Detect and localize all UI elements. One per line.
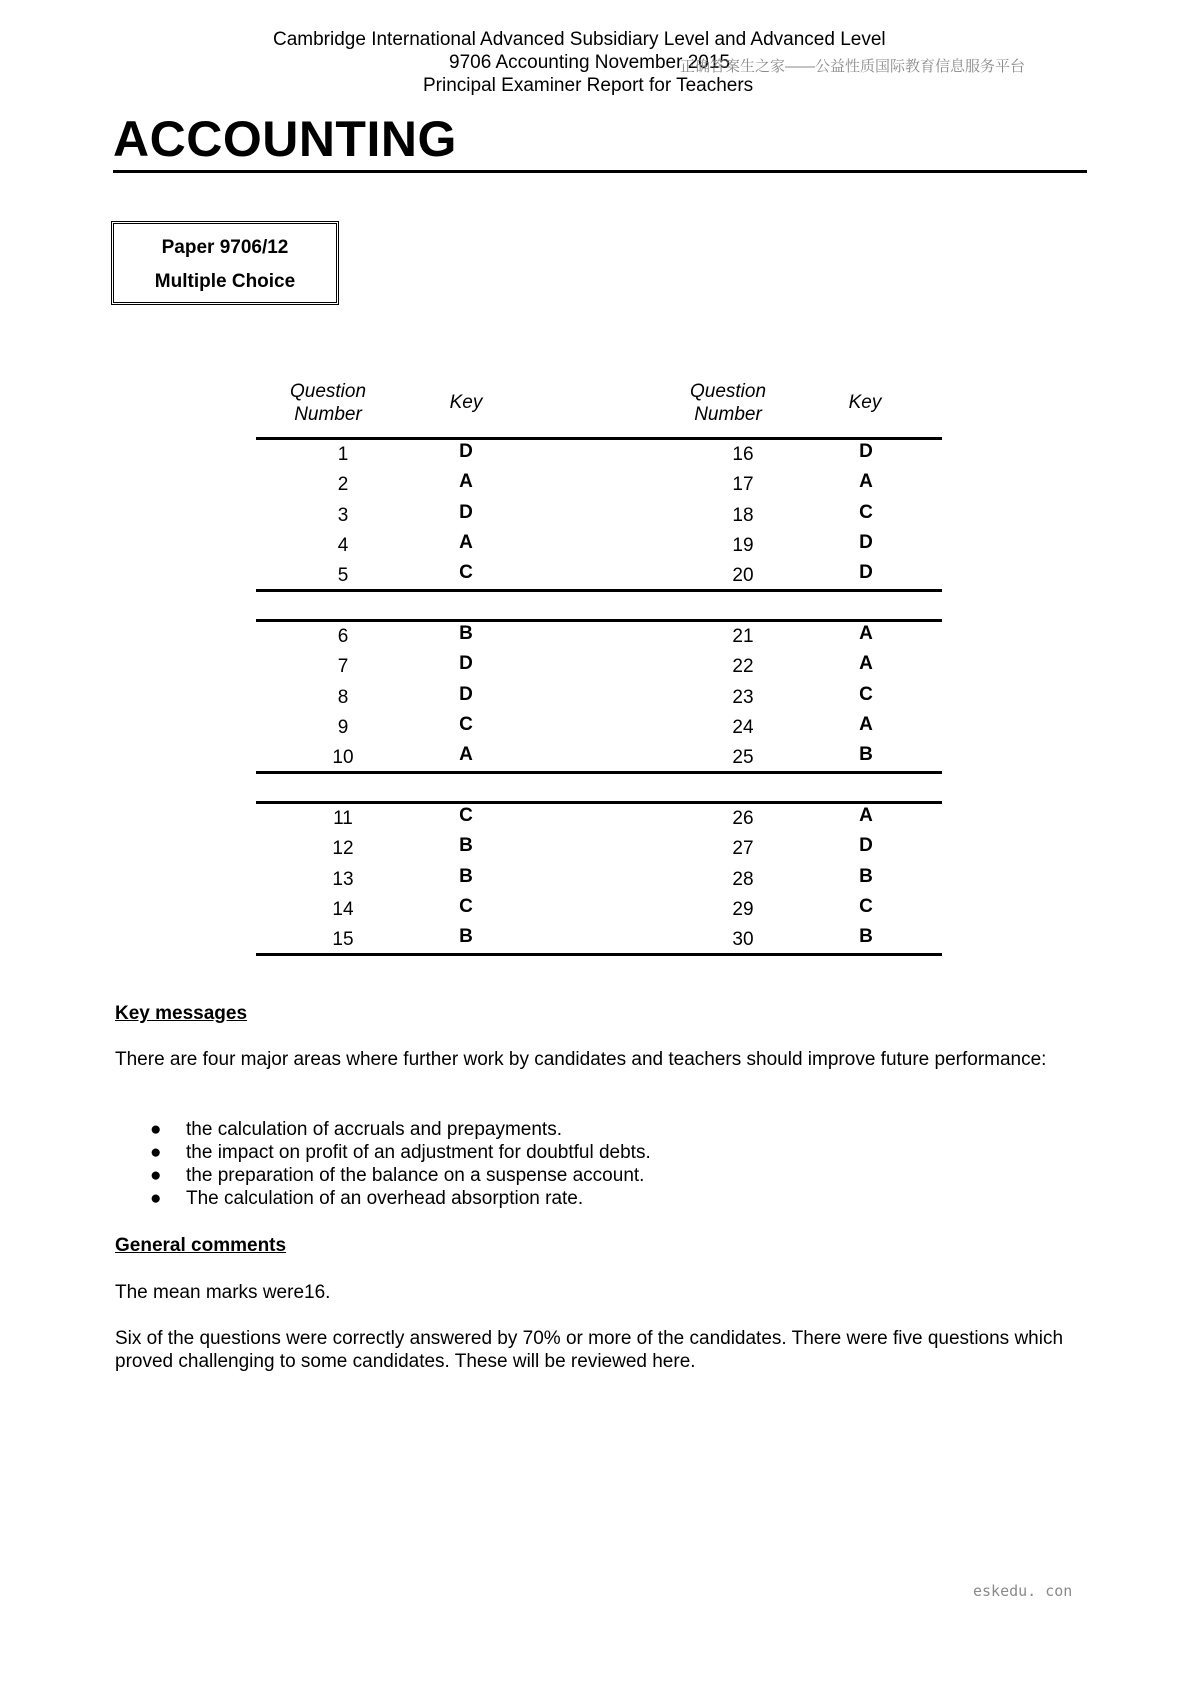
answer-key-cell: D <box>859 531 873 553</box>
table-rule-top <box>256 801 942 804</box>
question-number-cell: 27 <box>732 838 754 860</box>
question-number-cell: 7 <box>337 656 349 678</box>
answer-key-cell: A <box>859 713 873 735</box>
answer-key-cell: D <box>859 562 873 584</box>
answer-key-cell: C <box>859 683 873 705</box>
answer-key-cell: C <box>459 805 473 826</box>
key-messages-list <box>150 1118 651 1210</box>
table-rule-top <box>256 619 942 622</box>
answer-key-cell: A <box>859 471 873 493</box>
answer-key-cell: C <box>459 562 473 584</box>
page-title: ACCOUNTING <box>113 111 457 167</box>
paper-box <box>111 221 339 305</box>
answer-key-cell: A <box>859 805 873 826</box>
answer-key-cell: B <box>859 926 873 948</box>
table-rule-bottom <box>256 771 942 774</box>
question-number-cell: 21 <box>732 626 754 647</box>
bullet-icon: ● <box>150 1119 162 1140</box>
answer-key-cell: A <box>459 744 473 766</box>
bullet-icon: ● <box>150 1165 162 1186</box>
question-number-cell: 24 <box>732 716 754 738</box>
col-question-right: Question Number <box>689 381 767 425</box>
question-number-cell: 16 <box>732 444 754 465</box>
answer-key-table <box>256 375 942 955</box>
header-watermark: 正确答案生之家——公益性质国际教育信息服务平台 <box>680 58 1026 75</box>
list-item: ● the calculation of accruals and prepayments. <box>150 1119 562 1140</box>
bullet-icon: ● <box>150 1188 162 1209</box>
key-messages-heading: Key messages <box>115 1003 248 1024</box>
answer-key-cell: B <box>459 926 473 948</box>
question-number-cell: 23 <box>732 686 754 708</box>
header-line-1: Cambridge International Advanced Subsidiary Level and Advanced Level <box>273 29 886 50</box>
question-number-cell: 9 <box>337 716 349 738</box>
question-number-cell: 3 <box>337 504 349 526</box>
general-comments-para-1: The mean marks were16. <box>115 1282 331 1303</box>
question-number-cell: 17 <box>732 474 754 496</box>
answer-key-cell: A <box>459 471 473 493</box>
table-rule-top <box>256 437 942 440</box>
paper-type: Multiple Choice <box>154 271 296 292</box>
question-number-cell: 13 <box>332 868 354 890</box>
col-key-right: Key <box>848 392 882 413</box>
answer-key-cell: B <box>859 744 873 766</box>
answer-key-cell: B <box>459 865 473 887</box>
answer-key-cell: D <box>459 441 473 462</box>
question-number-cell: 28 <box>732 868 754 890</box>
answer-key-cell: D <box>859 835 873 857</box>
question-number-cell: 5 <box>337 565 349 587</box>
question-number-cell: 26 <box>732 808 754 829</box>
answer-key-cell: D <box>459 501 473 523</box>
question-number-cell: 11 <box>333 808 353 829</box>
list-item: ● The calculation of an overhead absorption rate. <box>150 1188 584 1209</box>
answer-key-cell: B <box>459 623 473 644</box>
answer-key-cell: C <box>459 895 473 917</box>
list-item: ● the preparation of the balance on a suspense account. <box>150 1165 645 1186</box>
question-number-cell: 4 <box>337 534 349 556</box>
footer-watermark: eskedu. con <box>973 1582 1073 1600</box>
question-number-cell: 8 <box>337 686 349 708</box>
question-number-cell: 22 <box>732 656 754 678</box>
question-number-cell: 1 <box>337 444 349 465</box>
paper-code: Paper 9706/12 <box>161 237 289 258</box>
answer-key-cell: B <box>859 865 873 887</box>
question-number-cell: 14 <box>332 898 354 920</box>
col-question-left: Question Number <box>289 381 367 425</box>
answer-key-cell: A <box>459 531 473 553</box>
col-key-left: Key <box>449 392 483 413</box>
question-number-cell: 12 <box>332 838 354 860</box>
answer-key-cell: A <box>859 623 873 644</box>
table-rule-bottom <box>256 589 942 592</box>
title-divider <box>113 170 1087 173</box>
question-number-cell: 10 <box>332 747 354 769</box>
answer-key-cell: C <box>459 713 473 735</box>
question-number-cell: 30 <box>732 929 754 951</box>
answer-key-cell: D <box>859 441 873 462</box>
answer-key-cell: A <box>859 653 873 675</box>
question-number-cell: 2 <box>337 474 349 496</box>
question-number-cell: 18 <box>732 504 754 526</box>
list-item: ● the impact on profit of an adjustment for doubtful debts. <box>150 1142 651 1163</box>
question-number-cell: 20 <box>732 565 754 587</box>
header-line-2: 9706 Accounting November 2015 <box>449 52 730 73</box>
answer-key-cell: D <box>459 653 473 675</box>
key-messages-intro: There are four major areas where further work by candidates and teachers should improve future performance: <box>115 1049 1047 1070</box>
answer-key-cell: C <box>859 501 873 523</box>
question-number-cell: 6 <box>337 626 349 647</box>
table-rule-bottom <box>256 953 942 956</box>
general-comments-heading: General comments <box>115 1235 287 1256</box>
answer-key-cell: C <box>859 895 873 917</box>
question-number-cell: 19 <box>732 534 754 556</box>
general-comments-para-2: Six of the questions were correctly answered by 70% or more of the candidates. There were five questions which proved challenging to some candidates. These will be reviewed here. <box>115 1328 1064 1372</box>
answer-key-cell: B <box>459 835 473 857</box>
question-number-cell: 29 <box>732 898 754 920</box>
header-line-3: Principal Examiner Report for Teachers <box>423 75 754 96</box>
question-number-cell: 15 <box>332 929 354 951</box>
answer-key-cell: D <box>459 683 473 705</box>
question-number-cell: 25 <box>732 747 754 769</box>
bullet-icon: ● <box>150 1142 162 1163</box>
